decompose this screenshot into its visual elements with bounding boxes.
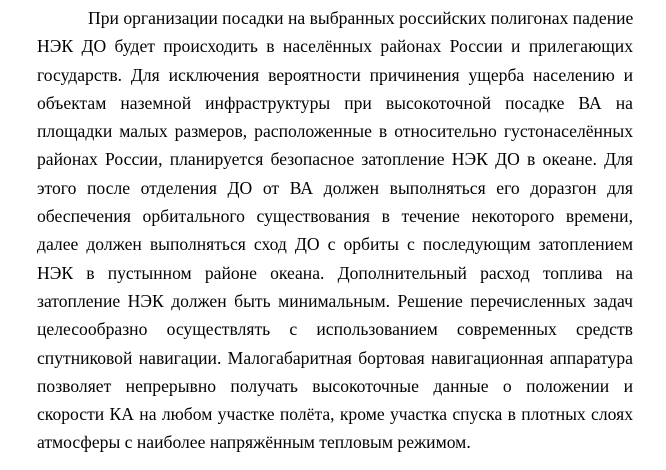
paragraph-line-12: целесообразно осуществлять с использованием современных средств: [37, 319, 633, 340]
paragraph-line-8: обеспечения орбитального существования в течение некоторого времени,: [37, 206, 633, 227]
paragraph-line-6: районах России, планируется безопасное затопление НЭК ДО в океане. Для: [37, 149, 633, 170]
paragraph-line-5: площадки малых размеров, расположенные в относительно густонаселённых: [37, 121, 633, 142]
paragraph-line-9: далее должен выполняться сход ДО с орбиты с последующим затоплением: [37, 234, 633, 255]
paragraph-line-3: государств. Для исключения вероятности причинения ущерба населению и: [37, 64, 633, 85]
document-paragraph: [37, 4, 633, 457]
paragraph-line-7: этого после отделения ДО от ВА должен выполняться его доразгон для: [37, 177, 633, 198]
paragraph-line-13: спутниковой навигации. Малогабаритная бортовая навигационная аппаратура: [37, 347, 633, 368]
paragraph-line-1: При организации посадки на выбранных российских полигонах падение: [88, 8, 634, 28]
paragraph-line-16: атмосферы с наиболее напряжённым тепловым режимом.: [37, 432, 471, 453]
paragraph-line-4: объектам наземной инфраструктуры при высокоточной посадке ВА на: [37, 92, 633, 113]
paragraph-line-2: НЭК ДО будет происходить в населённых районах России и прилегающих: [37, 36, 633, 57]
paragraph-line-14: позволяет непрерывно получать высокоточные данные о положении и: [37, 375, 633, 396]
paragraph-line-15: скорости КА на любом участке полёта, кроме участка спуска в плотных слоях: [37, 404, 633, 425]
paragraph-line-10: НЭК в пустынном районе океана. Дополнительный расход топлива на: [37, 262, 633, 283]
paragraph-line-11: затопление НЭК должен быть минимальным. Решение перечисленных задач: [37, 290, 633, 311]
